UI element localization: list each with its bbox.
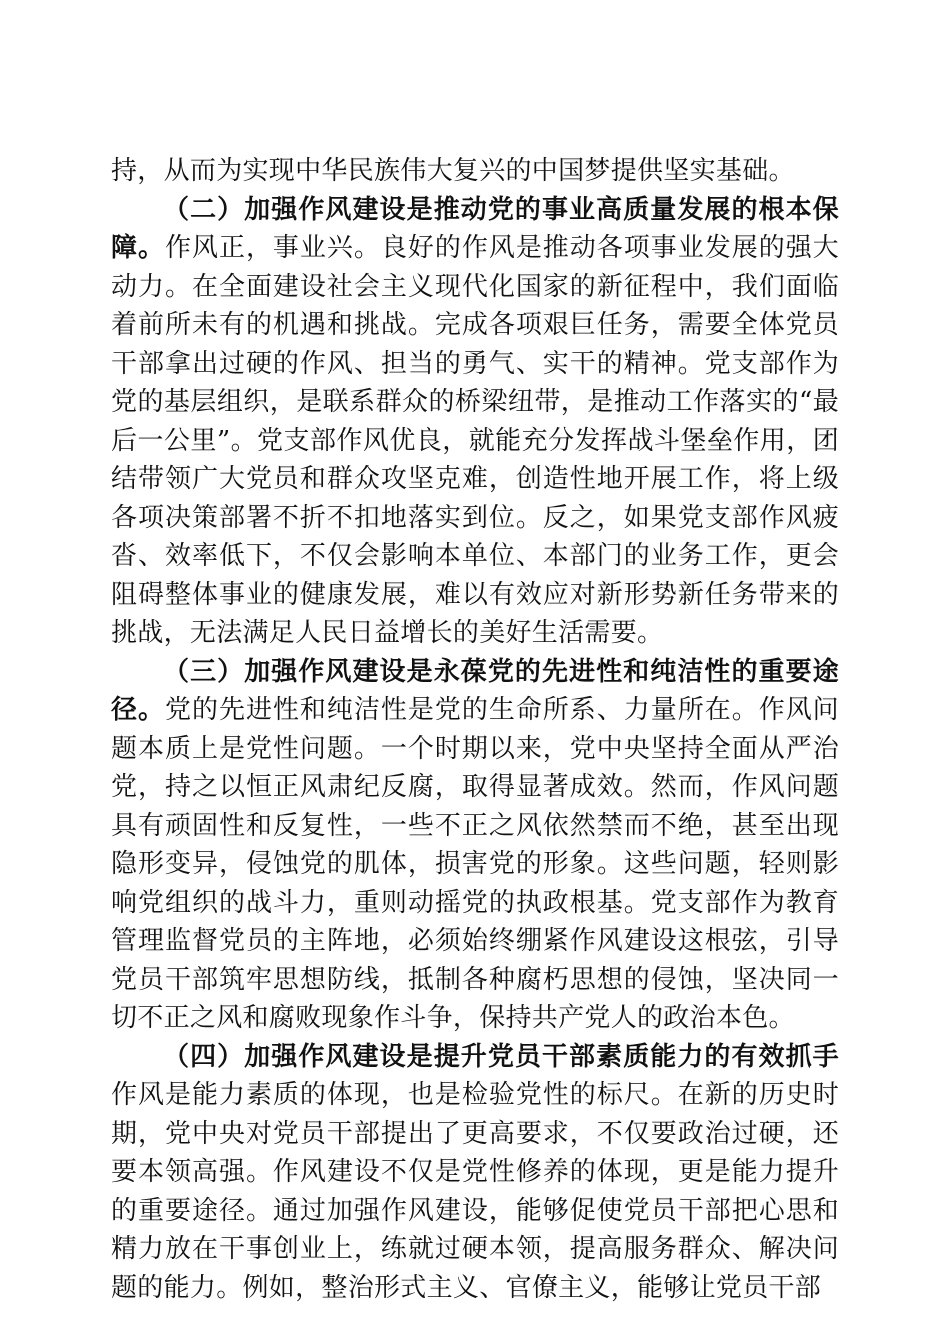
paragraph-section-3 [111, 653, 839, 1038]
document-body [111, 152, 839, 1307]
section-heading-4: （四）加强作风建设是提升党员干部素质能力的有效抓手 [163, 1041, 839, 1072]
paragraph-continuation [111, 152, 839, 191]
paragraph-section-2 [111, 191, 839, 653]
paragraph-text: 作风正，事业兴。良好的作风是推动各项事业发展的强大动力。在全面建设社会主义现代化国家的新征程中，我们面临着前所未有的机遇和挑战。完成各项艰巨任务，需要全体党员干部拿出过硬的作风、担当的勇气、实干的精神。党支部作为党的基层组织，是联系群众的桥梁纽带，是推动工作落实的“最后一公里”。党支部作风优良，就能充分发挥战斗堡垒作用，团结带领广大党员和群众攻坚克难，创造性地开展工作，将上级各项决策部署不折不扣地落实到位。反之，如果党支部作风疲沓、效率低下，不仅会影响本单位、本部门的业务工作，更会阻碍整体事业的健康发展，难以有效应对新形势新任务带来的挑战，无法满足人民日益增长的美好生活需要。 [111, 233, 839, 648]
paragraph-text: 持，从而为实现中华民族伟大复兴的中国梦提供坚实基础。 [111, 156, 795, 186]
paragraph-text: 作风是能力素质的体现，也是检验党性的标尺。在新的历史时期，党中央对党员干部提出了更高要求，不仅要政治过硬，还要本领高强。作风建设不仅是党性修养的体现，更是能力提升的重要途径。通过加强作风建设，能够促使党员干部把心思和精力放在干事创业上，练就过硬本领，提高服务群众、解决问题的能力。例如，整治形式主义、官僚主义，能够让党员干部 [111, 1080, 839, 1303]
section-heading-3: （三）加强作风建设是永葆党的先进性和纯洁性的重要途径。 [111, 656, 839, 725]
paragraph-section-4 [111, 1038, 839, 1308]
section-heading-2: （二）加强作风建设是推动党的事业高质量发展的根本保障。 [111, 194, 839, 263]
paragraph-text: 党的先进性和纯洁性是党的生命所系、力量所在。作风问题本质上是党性问题。一个时期以来，党中央坚持全面从严治党，持之以恒正风肃纪反腐，取得显著成效。然而，作风问题具有顽固性和反复性，一些不正之风依然禁而不绝，甚至出现隐形变异，侵蚀党的肌体，损害党的形象。这些问题，轻则影响党组织的战斗力，重则动摇党的执政根基。党支部作为教育管理监督党员的主阵地，必须始终绷紧作风建设这根弦，引导党员干部筑牢思想防线，抵制各种腐朽思想的侵蚀，坚决同一切不正之风和腐败现象作斗争，保持共产党人的政治本色。 [111, 695, 839, 1033]
